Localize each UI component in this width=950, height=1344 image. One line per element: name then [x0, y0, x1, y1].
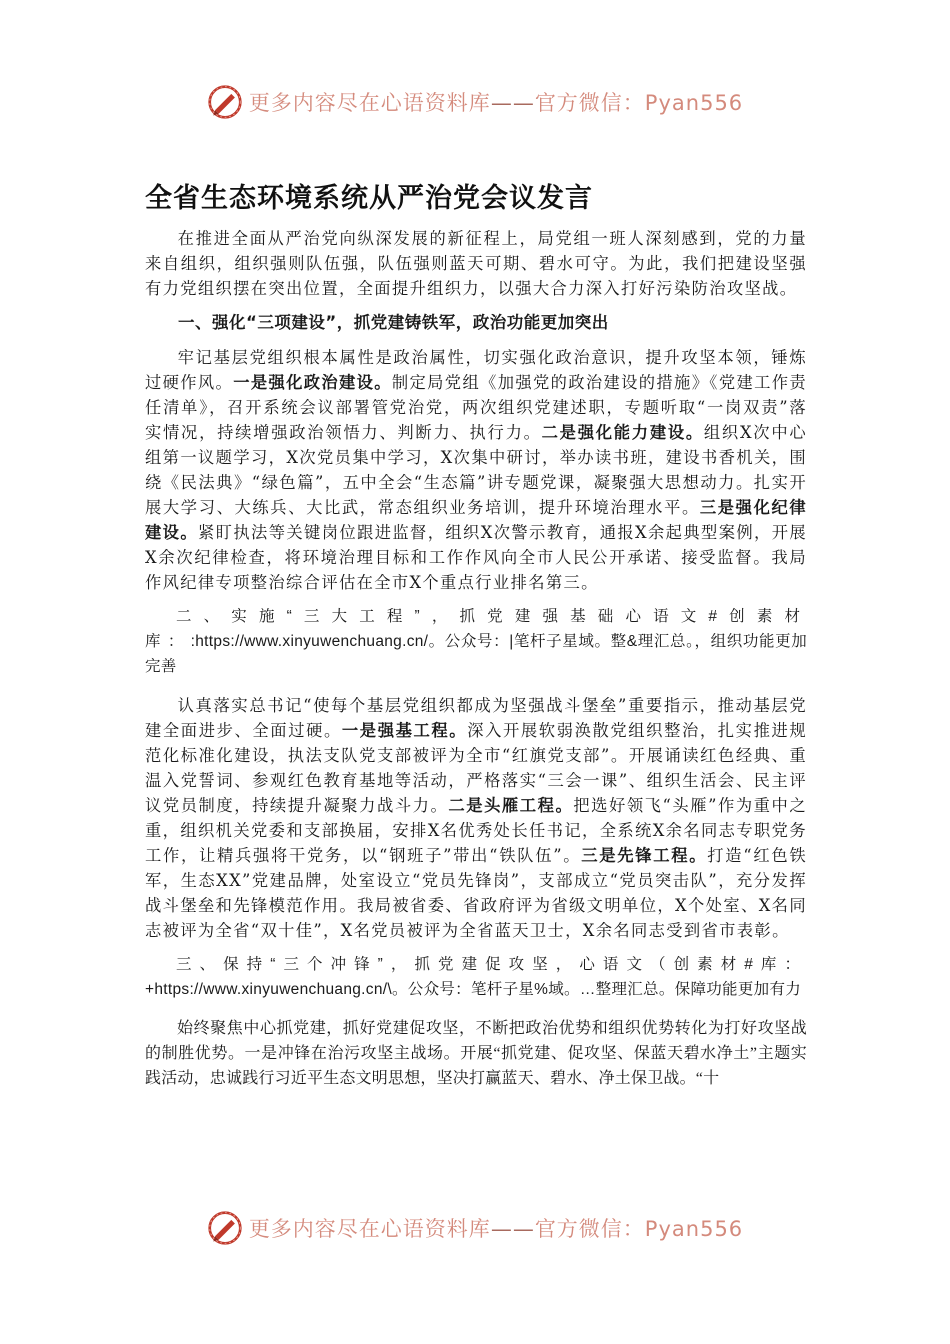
section1-paragraph: 牢记基层党组织根本属性是政治属性，切实强化政治意识，提升攻坚本领，锤炼过硬作风。一是强化政治建设。制定局党组《加强党的政治建设的措施》《党建工作责任清单》，召开系统会议部署管党治党，两次组织党建述职，专题听取“一岗双责”落实情况，持续增强政治领悟力、判断力、执行力。二是强化能力建设。组织X次中心组第一议题学习，X次党员集中学习，X次集中研讨，举办读书班，建设书香机关，围绕《民法典》“绿色篇”，五中全会“生态篇”讲专题党课，凝聚强大思想动力。扎实开展大学习、大练兵、大比武，常态组织业务培训，提升环境治理水平。三是强化纪律建设。紧盯执法等关键岗位跟进监督，组织X次警示教育，通报X余起典型案例，开展X余次纪律检查，将环境治理目标和工作作风向全市人民公开承诺、接受监督。我局作风纪律专项整治综合评估在全市X个重点行业排名第三。: [145, 348, 808, 592]
banner-text: 更多内容尽在心语资料库——官方微信：Pyan556: [248, 91, 744, 115]
footer-watermark-banner: [0, 1206, 950, 1250]
document-body: [145, 226, 807, 1091]
document-title: 全省生态环境系统从严治党会议发言: [145, 183, 593, 214]
banner-text: 更多内容尽在心语资料库——官方微信：Pyan556: [248, 1217, 744, 1241]
header-watermark-banner: [0, 80, 950, 124]
section3-paragraph: 始终聚焦中心抓党建，抓好党建促攻坚，不断把政治优势和组织优势转化为打好攻坚战的制胜优势。一是冲锋在治污攻坚主战场。开展“抓党建、促攻坚、保蓝天碧水净土”主题实践活动，忠诚践行习近平生态文明思想，坚决打赢蓝天、碧水、净土保卫战。“十: [145, 1020, 807, 1087]
intro-paragraph: 在推进全面从严治党向纵深发展的新征程上，局党组一班人深刻感到，党的力量来自组织，组织强则队伍强，队伍强则蓝天可期、碧水可守。为此，我们把建设坚强有力党组织摆在突出位置，全面提升组织力，以强大合力深入打好污染防治攻坚战。: [145, 229, 807, 298]
section2-heading: 二、实施“三大工程”，抓党建强基础心语文#创素材库：:https://www.xinyuwenchuang.cn/。公众号：|笔杆子星域。整&理汇总。，组织功能更加完善: [145, 608, 807, 675]
pen-logo-icon: [207, 84, 243, 120]
pen-logo-icon: [207, 1210, 243, 1246]
section3-heading: 三、保持“三个冲锋”，抓党建促攻坚，心语文（创素材#库：+https://www.xinyuwenchuang.cn/\。公众号：笔杆子星%域。…整理汇总。保障功能更加有力: [145, 956, 807, 998]
section1-heading: 一、强化“三项建设”，抓党建铸铁军，政治功能更加突出: [178, 313, 609, 332]
section2-paragraph: 认真落实总书记“使每个基层党组织都成为坚强战斗堡垒”重要指示，推动基层党建全面进步、全面过硬。一是强基工程。深入开展软弱涣散党组织整治，扎实推进规范化标准化建设，执法支队党支部被评为全市“红旗党支部”。开展诵读红色经典、重温入党誓词、参观红色教育基地等活动，严格落实“三会一课”、组织生活会、民主评议党员制度，持续提升凝聚力战斗力。二是头雁工程。把选好领飞“头雁”作为重中之重，组织机关党委和支部换届，安排X名优秀处长任书记，全系统X余名同志专职党务工作，让精兵强将干党务，以“钢班子”带出“铁队伍”。三是先锋工程。打造“红色铁军，生态XX”党建品牌，处室设立“党员先锋岗”，支部成立“党员突击队”，充分发挥战斗堡垒和先锋模范作用。我局被省委、省政府评为省级文明单位，X个处室、X名同志被评为全省“双十佳”，X名党员被评为全省蓝天卫士，X余名同志受到省市表彰。: [145, 696, 807, 940]
